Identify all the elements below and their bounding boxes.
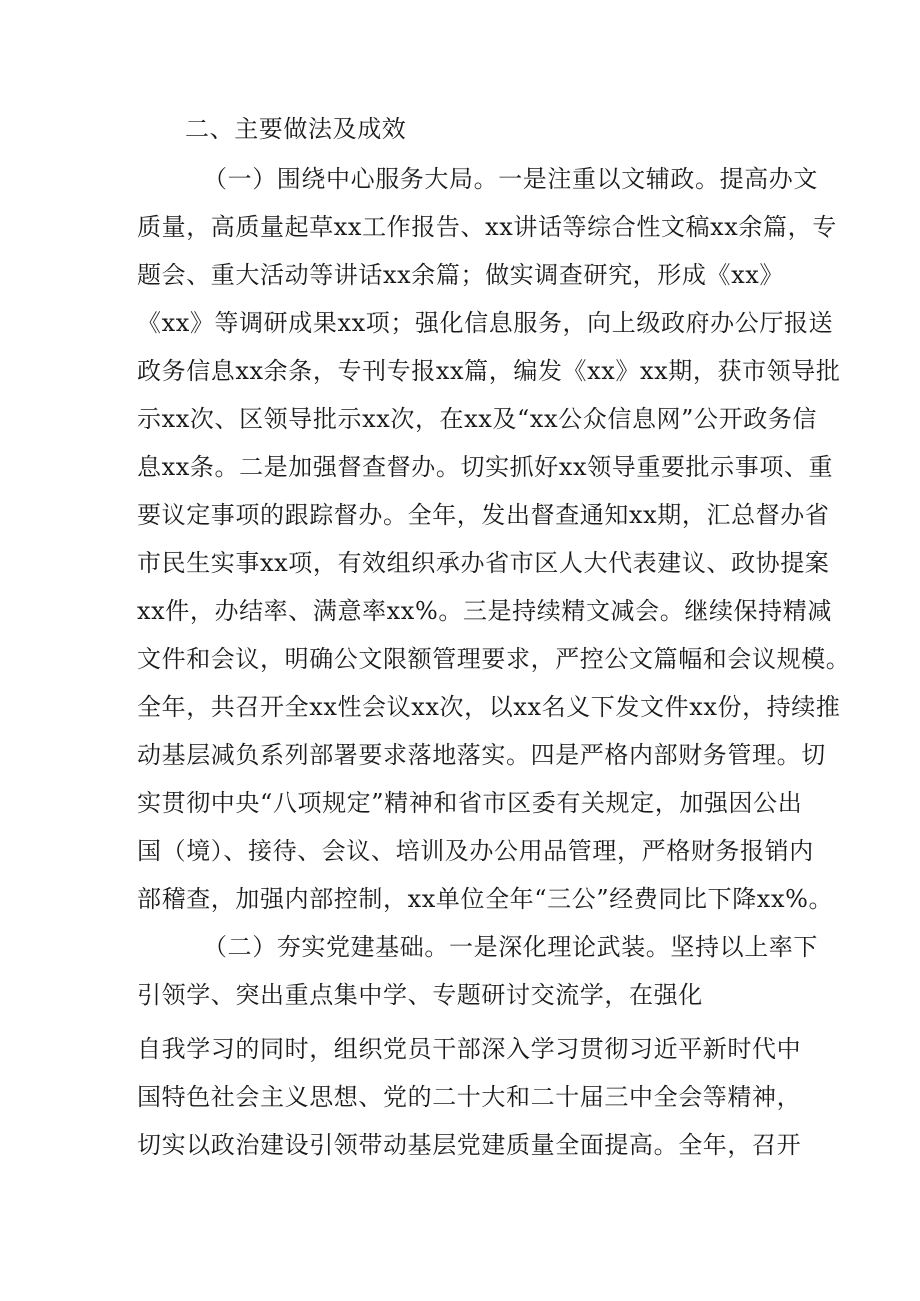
paragraph-1-line: （一）围绕中心服务大局。一是注重以文辅政。提高办文: [203, 165, 818, 193]
paragraph-1-line: xx件，办结率、满意率xx%。三是持续精文减会。继续保持精减: [137, 597, 832, 625]
paragraph-1-line: 部稽查，加强内部控制，xx单位全年“三公”经费同比下降xx%。: [137, 885, 834, 913]
paragraph-1-line: 文件和会议，明确公文限额管理要求，严控公文篇幅和会议规模。: [137, 645, 851, 673]
paragraph-1-line: 质量，高质量起草xx工作报告、xx讲话等综合性文稿xx余篇，专: [137, 213, 837, 241]
paragraph-1-line: 要议定事项的跟踪督办。全年，发出督查通知xx期，汇总督办省: [137, 501, 830, 529]
paragraph-2-line: 切实以政治建设引领带动基层党建质量全面提高。全年，召开: [137, 1131, 802, 1159]
paragraph-1-line: 题会、重大活动等讲话xx余篇；做实调查研究，形成《xx》: [137, 261, 784, 289]
paragraph-1-line: 《xx》等调研成果xx项；强化信息服务，向上级政府办公厅报送: [137, 309, 834, 337]
paragraph-1-line: 全年，共召开全xx性会议xx次，以xx名义下发文件xx份，持续推: [137, 693, 841, 721]
paragraph-1-line: 市民生实事xx项，有效组织承办省市区人大代表建议、政协提案: [137, 549, 830, 577]
paragraph-2-line: （二）夯实党建基础。一是深化理论武装。坚持以上率下: [203, 933, 818, 961]
paragraph-2-line: 引领学、突出重点集中学、专题研讨交流学，在强化: [137, 981, 703, 1009]
paragraph-1-line: 示xx次、区领导批示xx次，在xx及“xx公众信息网”公开政务信: [137, 405, 818, 433]
paragraph-1-line: 政务信息xx余条，专刊专报xx篇，编发《xx》xx期，获市领导批: [137, 357, 841, 385]
paragraph-1-line: 息xx条。二是加强督查督办。切实抓好xx领导重要批示事项、重: [137, 453, 834, 481]
section-heading: 二、主要做法及成效: [185, 115, 407, 143]
paragraph-1-line: 国（境）、接待、会议、培训及办公用品管理，严格财务报销内: [137, 837, 814, 865]
paragraph-2-line: 国特色社会主义思想、党的二十大和二十届三中全会等精神，: [137, 1083, 802, 1111]
paragraph-1-line: 动基层减负系列部署要求落地落实。四是严格内部财务管理。切: [137, 741, 826, 769]
paragraph-2-line: 自我学习的同时，组织党员干部深入学习贯彻习近平新时代中: [137, 1035, 802, 1063]
paragraph-1-line: 实贯彻中央“八项规定”精神和省市区委有关规定，加强因公出: [137, 789, 803, 817]
